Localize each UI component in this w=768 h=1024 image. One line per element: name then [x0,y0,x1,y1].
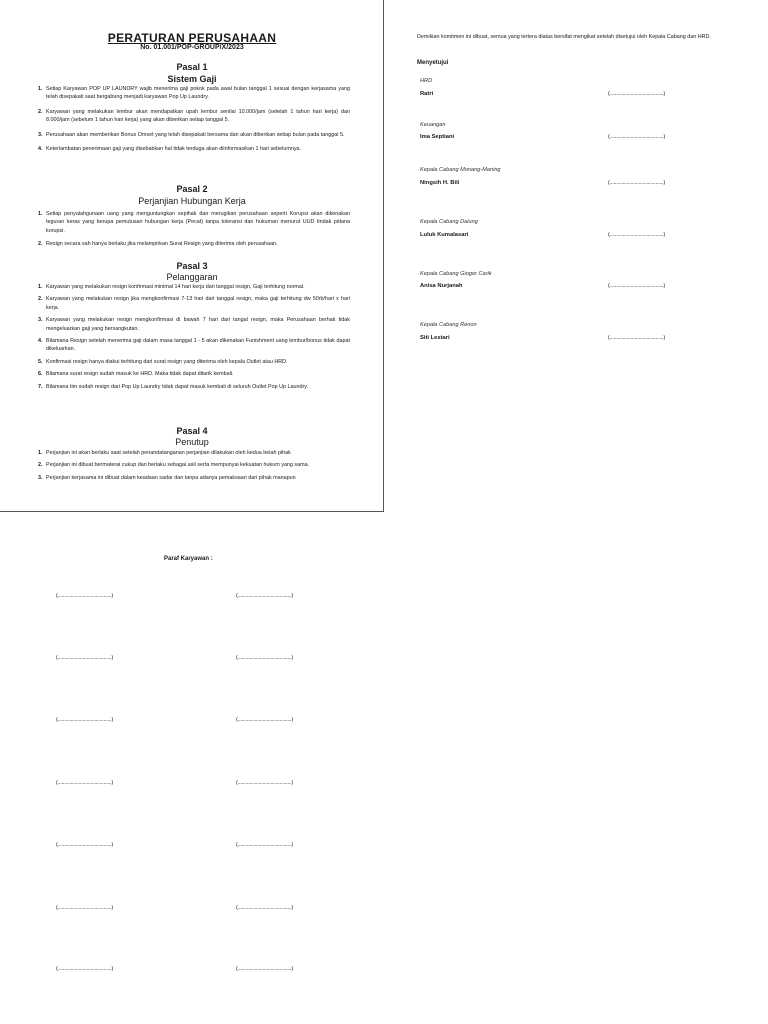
pasal-3-list [38,283,350,391]
paraf-line: (.........................................) [236,717,293,723]
pasal-1-list [38,85,350,153]
signatory-name: Luluk Kumalasari [420,232,469,238]
pasal-4-label: Pasal 4 [176,426,208,436]
paraf-line: (.........................................) [56,717,113,723]
list-item: 3. Perjanjian kerjasama ini dibuat dalam keadaan sadar dan tanpa adanya pemaksaan dari pihak manapun [38,474,296,481]
signature-line: (.........................................) [608,232,665,238]
list-item: 4. Keterlambatan penerimaan gaji yang disebabkan hal tidak terduga akan diinformasikan 1 hari sebelumnya. [38,146,302,153]
list-item: 2. Resign secara sah hanya berlaku jika melampirkan Surat Resign yang diterima oleh perusahaan. [38,241,278,248]
signature-line: (.........................................) [608,283,665,289]
list-item: 5. Konfirmasi resign hanya diakui terhitung dari surat resign yang diterima oleh kepala Outlet atau HRD. [38,358,288,365]
paraf-line: (.........................................) [236,593,293,599]
paraf-line: (.........................................) [56,593,113,599]
paraf-line: (.........................................) [56,655,113,661]
signatory-role: Keuangan [420,122,446,128]
list-item: 3. Perusahaan akan memberikan Bonus Omset yang telah disepakati bersama dan akan diberikan setiap bulan pada tanggal 5. [38,131,345,138]
paraf-line: (.........................................) [236,655,293,661]
paraf-line: (.........................................) [56,905,113,911]
list-item: 3. Karyawan yang melakukan resign mengkonfirmasi di bawah 7 hari dari tangal resign, maka Perusahaan berhak tidak mengeluarkan gaji yang bersangkutan. [38,317,350,332]
approval-heading: Menyetujui [417,60,449,66]
signatory-role: HRD [420,78,433,84]
pasal-1-label: Pasal 1 [176,62,208,72]
signature-line: (.........................................) [608,335,665,341]
pasal-3-label: Pasal 3 [176,261,208,271]
pasal-2-list [38,210,350,249]
signatory-role: Kepala Cabang Giogor Carik [420,271,492,277]
signatory-name: Ima Septiani [420,134,455,140]
list-item: 2. Karyawan yang melakukan resign jika mengkonfirmasi 7-13 hari dari tanggal resign, maka gaji terhitung dw 50rb/hari x hari kerja. [38,296,350,311]
paraf-line: (.........................................) [236,842,293,848]
pasal-4-title: Penutup [175,437,209,447]
document-title: PERATURAN PERUSAHAAN [107,31,277,45]
list-item: 6. Bilamana surat resign sudah masuk ke HRD. Maka tidak dapat ditarik kembali. [38,371,234,378]
approval-intro: Demikian komitmen ini dibuat, semua yang tertera diatas bersifat mengikat setelah disetujui oleh Kepala Cabang dan HRD. [417,34,711,40]
paraf-line: (.........................................) [236,905,293,911]
signature-line: (.........................................) [608,91,665,97]
list-item: 1. Setiap Karyawan POP UP LAUNDRY wajib menerima gaji pokok pada awal bulan tanggal 1 sesuai dengan kerjasama yang telah disepakati saat bergabung menjadi karyawan Pop Up Laundry. [38,86,350,101]
signatory-name: Ningsih H. Bili [420,180,460,186]
paraf-line: (.........................................) [236,780,293,786]
list-item: 7. Bilamana tim sudah resign dari Pop Up Laundry tidak dapat masuk kembali di seluruh Outlet Pop Up Laundry. [38,383,309,390]
list-item: 1. Karyawan yang melakukan resign konfirmasi minimal 14 hari kerja dari tanggal resign, Gaji terhitung normal. [38,284,305,290]
list-item: 4. Bilamana Resign setelah menerima gaji dalam masa tanggal 1 - 5 akan dikenakan Funishment uang lembur/bonus tidak dapat dikeluarkan. [38,338,350,353]
paraf-line: (.........................................) [56,842,113,848]
paraf-line: (.........................................) [56,780,113,786]
signatory-name: Ratri [420,91,434,97]
signatory-role: Kepala Cabang Monang-Maning [420,167,501,173]
pasal-4-list [38,449,350,482]
list-item: 1. Perjanjian ini akan berlaku saat setelah penandatanganan perjanjian dilakukan oleh kedua belah pihak [38,450,291,456]
pasal-2-label: Pasal 2 [176,184,208,194]
paraf-label: Paraf Karyawan : [164,556,213,562]
pasal-1-title: Sistem Gaji [167,74,217,84]
document-number: No. 01.001/POP-GROUP/X/2023 [140,44,244,51]
signatory-name: Siti Lestari [420,335,450,341]
list-item: 1. Setiap penyalahgunaan uang yang menguntungkan sepihak dan merugikan perusahaan seperti Korupsi akan dikenakan teguran keras yang berupa pemutusan hubungan kerja (Pecat) tanpa toleransi dan hukuman menurut UUD tindak pidana korupsi. [38,211,350,234]
list-item: 2. Perjanjian ini dibuat bermaterai cukup dan berlaku sebagai asli serta mempunyai kekuatan hukum yang sama. [38,462,310,469]
signature-line: (.........................................) [608,134,665,140]
pasal-2-title: Perjanjian Hubungan Kerja [138,196,246,206]
signatory-role: Kepala Cabang Dalung [420,219,478,225]
paraf-line: (.........................................) [56,966,113,972]
pasal-3-title: Pelanggaran [166,272,218,282]
signature-line: (.........................................) [608,180,665,186]
signatory-name: Anisa Nurjanah [420,283,463,289]
signatory-role: Kepala Cabang Renon [420,322,477,328]
paraf-line: (.........................................) [236,966,293,972]
list-item: 2. Karyawan yang melakukan lembur akan mendapatkan upah lembur senilai 10.000/jam (setelah 1 tahun hari kerja) dan 8.000/jam (sebelum 1 tahun hari kerja) yang akan diberikan setiap tanggal 5. [38,108,350,124]
